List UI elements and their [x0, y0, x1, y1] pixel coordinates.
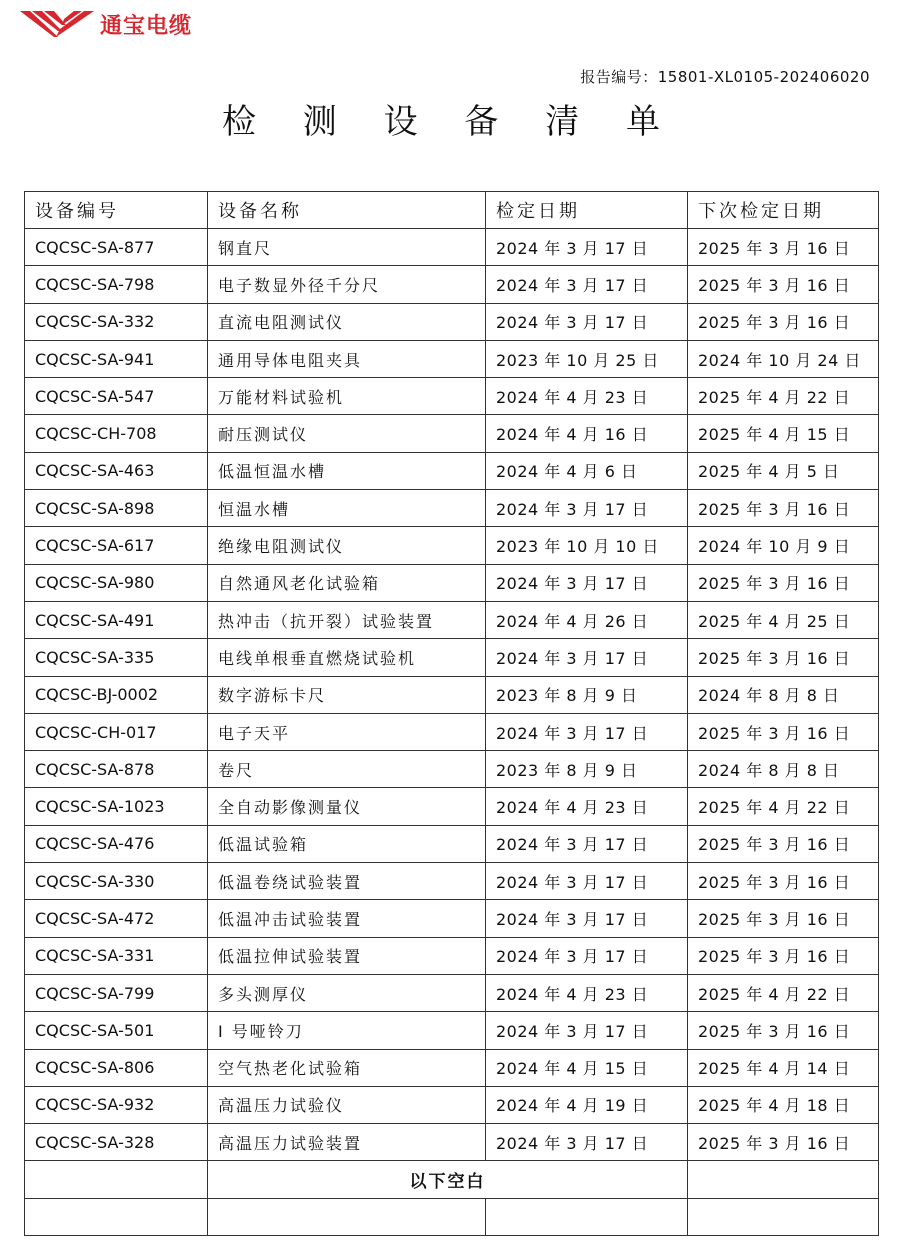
empty-cell [688, 1198, 879, 1235]
cell-next-calibration-date: 2025 年 3 月 16 日 [688, 1124, 879, 1161]
report-number: 报告编号：15801-XL0105-202406020 [580, 68, 870, 86]
cell-next-calibration-date: 2025 年 4 月 5 日 [688, 452, 879, 489]
cell-calibration-date: 2024 年 3 月 17 日 [486, 303, 688, 340]
table-row [25, 1124, 879, 1161]
cell-calibration-date: 2024 年 3 月 17 日 [486, 639, 688, 676]
cell-equipment-id: CQCSC-SA-491 [25, 601, 208, 638]
blank-note: 以下空白 [208, 1161, 688, 1198]
cell-next-calibration-date: 2025 年 3 月 16 日 [688, 639, 879, 676]
cell-calibration-date: 2024 年 4 月 15 日 [486, 1049, 688, 1086]
empty-cell [25, 1198, 208, 1235]
wings-logo-icon [18, 7, 96, 41]
equipment-table [24, 191, 879, 1236]
empty-cell [486, 1198, 688, 1235]
cell-next-calibration-date: 2025 年 4 月 14 日 [688, 1049, 879, 1086]
column-header-equipment-name: 设备名称 [208, 192, 486, 229]
cell-equipment-name: 低温恒温水槽 [208, 452, 486, 489]
cell-equipment-name: 万能材料试验机 [208, 378, 486, 415]
cell-next-calibration-date: 2025 年 3 月 16 日 [688, 825, 879, 862]
cell-next-calibration-date: 2025 年 3 月 16 日 [688, 713, 879, 750]
cell-next-calibration-date: 2025 年 4 月 22 日 [688, 788, 879, 825]
cell-next-calibration-date: 2025 年 3 月 16 日 [688, 1012, 879, 1049]
cell-equipment-id: CQCSC-SA-1023 [25, 788, 208, 825]
cell-next-calibration-date: 2025 年 4 月 22 日 [688, 974, 879, 1011]
cell-next-calibration-date: 2025 年 4 月 15 日 [688, 415, 879, 452]
cell-equipment-id: CQCSC-BJ-0002 [25, 676, 208, 713]
cell-next-calibration-date: 2024 年 8 月 8 日 [688, 751, 879, 788]
table-row [25, 713, 879, 750]
table-row [25, 378, 879, 415]
cell-equipment-name: 直流电阻测试仪 [208, 303, 486, 340]
cell-equipment-name: 绝缘电阻测试仪 [208, 527, 486, 564]
cell-calibration-date: 2024 年 4 月 23 日 [486, 788, 688, 825]
cell-equipment-id: CQCSC-SA-335 [25, 639, 208, 676]
cell-equipment-name: 空气热老化试验箱 [208, 1049, 486, 1086]
cell-equipment-id: CQCSC-SA-463 [25, 452, 208, 489]
cell-calibration-date: 2024 年 3 月 17 日 [486, 1124, 688, 1161]
table-row [25, 490, 879, 527]
cell-equipment-id: CQCSC-SA-806 [25, 1049, 208, 1086]
table-row [25, 527, 879, 564]
cell-equipment-name: 数字游标卡尺 [208, 676, 486, 713]
table-row [25, 900, 879, 937]
cell-equipment-name: 低温冲击试验装置 [208, 900, 486, 937]
table-body [25, 229, 879, 1236]
cell-next-calibration-date: 2024 年 8 月 8 日 [688, 676, 879, 713]
cell-next-calibration-date: 2025 年 3 月 16 日 [688, 303, 879, 340]
cell-calibration-date: 2024 年 3 月 17 日 [486, 564, 688, 601]
cell-equipment-name: 低温拉伸试验装置 [208, 937, 486, 974]
table-row [25, 825, 879, 862]
table-row [25, 229, 879, 266]
cell-equipment-name: 全自动影像测量仪 [208, 788, 486, 825]
brand-name: 通宝电缆 [100, 13, 193, 39]
cell-next-calibration-date: 2025 年 3 月 16 日 [688, 266, 879, 303]
cell-equipment-id: CQCSC-SA-941 [25, 340, 208, 377]
table-row [25, 974, 879, 1011]
cell-next-calibration-date: 2025 年 3 月 16 日 [688, 863, 879, 900]
cell-calibration-date: 2024 年 4 月 23 日 [486, 974, 688, 1011]
cell-equipment-name: 通用导体电阻夹具 [208, 340, 486, 377]
page-title: 检 测 设 备 清 单 [221, 102, 679, 142]
cell-equipment-id: CQCSC-SA-932 [25, 1086, 208, 1123]
cell-calibration-date: 2024 年 4 月 26 日 [486, 601, 688, 638]
cell-equipment-name: 自然通风老化试验箱 [208, 564, 486, 601]
table-row [25, 1049, 879, 1086]
cell-equipment-id: CQCSC-SA-332 [25, 303, 208, 340]
cell-equipment-id: CQCSC-SA-798 [25, 266, 208, 303]
cell-next-calibration-date: 2024 年 10 月 9 日 [688, 527, 879, 564]
column-header-next-calibration-date: 下次检定日期 [688, 192, 879, 229]
table-row [25, 676, 879, 713]
cell-calibration-date: 2023 年 10 月 10 日 [486, 527, 688, 564]
cell-equipment-name: 耐压测试仪 [208, 415, 486, 452]
cell-equipment-name: 电子天平 [208, 713, 486, 750]
empty-row [25, 1198, 879, 1235]
cell-equipment-id: CQCSC-SA-328 [25, 1124, 208, 1161]
table-row [25, 639, 879, 676]
cell-equipment-id: CQCSC-SA-476 [25, 825, 208, 862]
cell-next-calibration-date: 2025 年 3 月 16 日 [688, 229, 879, 266]
cell-calibration-date: 2024 年 3 月 17 日 [486, 229, 688, 266]
cell-equipment-id: CQCSC-SA-330 [25, 863, 208, 900]
cell-equipment-name: 低温卷绕试验装置 [208, 863, 486, 900]
cell-equipment-id: CQCSC-SA-877 [25, 229, 208, 266]
cell-calibration-date: 2023 年 8 月 9 日 [486, 751, 688, 788]
column-header-calibration-date: 检定日期 [486, 192, 688, 229]
column-header-equipment-id: 设备编号 [25, 192, 208, 229]
cell-equipment-name: 多头测厚仪 [208, 974, 486, 1011]
cell-equipment-id: CQCSC-SA-472 [25, 900, 208, 937]
cell-equipment-name: 卷尺 [208, 751, 486, 788]
table-row [25, 303, 879, 340]
cell-equipment-name: 电子数显外径千分尺 [208, 266, 486, 303]
table-row [25, 415, 879, 452]
cell-equipment-id: CQCSC-SA-547 [25, 378, 208, 415]
cell-equipment-name: 热冲击（抗开裂）试验装置 [208, 601, 486, 638]
cell-next-calibration-date: 2025 年 4 月 18 日 [688, 1086, 879, 1123]
cell-equipment-id: CQCSC-SA-980 [25, 564, 208, 601]
cell-calibration-date: 2024 年 3 月 17 日 [486, 266, 688, 303]
cell-calibration-date: 2024 年 4 月 23 日 [486, 378, 688, 415]
cell-calibration-date: 2024 年 3 月 17 日 [486, 490, 688, 527]
cell-next-calibration-date: 2025 年 4 月 25 日 [688, 601, 879, 638]
cell-next-calibration-date: 2025 年 3 月 16 日 [688, 937, 879, 974]
cell-calibration-date: 2024 年 3 月 17 日 [486, 937, 688, 974]
cell-equipment-name: 恒温水槽 [208, 490, 486, 527]
cell-equipment-name: 钢直尺 [208, 229, 486, 266]
cell-equipment-name: I 号哑铃刀 [208, 1012, 486, 1049]
table-row [25, 601, 879, 638]
cell-calibration-date: 2024 年 3 月 17 日 [486, 900, 688, 937]
table-row [25, 751, 879, 788]
cell-equipment-id: CQCSC-SA-878 [25, 751, 208, 788]
cell-equipment-name: 高温压力试验仪 [208, 1086, 486, 1123]
cell-equipment-name: 低温试验箱 [208, 825, 486, 862]
cell-next-calibration-date: 2025 年 3 月 16 日 [688, 490, 879, 527]
cell-equipment-id: CQCSC-SA-501 [25, 1012, 208, 1049]
empty-cell [208, 1198, 486, 1235]
cell-equipment-name: 电线单根垂直燃烧试验机 [208, 639, 486, 676]
table-row [25, 937, 879, 974]
table-row [25, 788, 879, 825]
cell-equipment-name: 高温压力试验装置 [208, 1124, 486, 1161]
table-row [25, 564, 879, 601]
cell-equipment-id: CQCSC-SA-617 [25, 527, 208, 564]
table-row [25, 340, 879, 377]
cell-calibration-date: 2024 年 3 月 17 日 [486, 863, 688, 900]
cell-calibration-date: 2024 年 4 月 16 日 [486, 415, 688, 452]
cell-calibration-date: 2024 年 4 月 19 日 [486, 1086, 688, 1123]
table-row [25, 1012, 879, 1049]
table-row [25, 266, 879, 303]
cell-next-calibration-date: 2024 年 10 月 24 日 [688, 340, 879, 377]
cell-equipment-id: CQCSC-SA-331 [25, 937, 208, 974]
cell-calibration-date: 2023 年 8 月 9 日 [486, 676, 688, 713]
empty-cell [25, 1161, 208, 1198]
table-header-row [25, 192, 879, 229]
cell-calibration-date: 2023 年 10 月 25 日 [486, 340, 688, 377]
cell-next-calibration-date: 2025 年 4 月 22 日 [688, 378, 879, 415]
cell-equipment-id: CQCSC-SA-799 [25, 974, 208, 1011]
cell-next-calibration-date: 2025 年 3 月 16 日 [688, 564, 879, 601]
cell-calibration-date: 2024 年 3 月 17 日 [486, 713, 688, 750]
cell-calibration-date: 2024 年 4 月 6 日 [486, 452, 688, 489]
blank-note-row [25, 1161, 879, 1198]
company-logo [18, 6, 192, 42]
cell-calibration-date: 2024 年 3 月 17 日 [486, 1012, 688, 1049]
empty-cell [688, 1161, 879, 1198]
cell-equipment-id: CQCSC-CH-017 [25, 713, 208, 750]
table-row [25, 863, 879, 900]
cell-equipment-id: CQCSC-CH-708 [25, 415, 208, 452]
table-row [25, 1086, 879, 1123]
cell-equipment-id: CQCSC-SA-898 [25, 490, 208, 527]
table-row [25, 452, 879, 489]
cell-next-calibration-date: 2025 年 3 月 16 日 [688, 900, 879, 937]
cell-calibration-date: 2024 年 3 月 17 日 [486, 825, 688, 862]
